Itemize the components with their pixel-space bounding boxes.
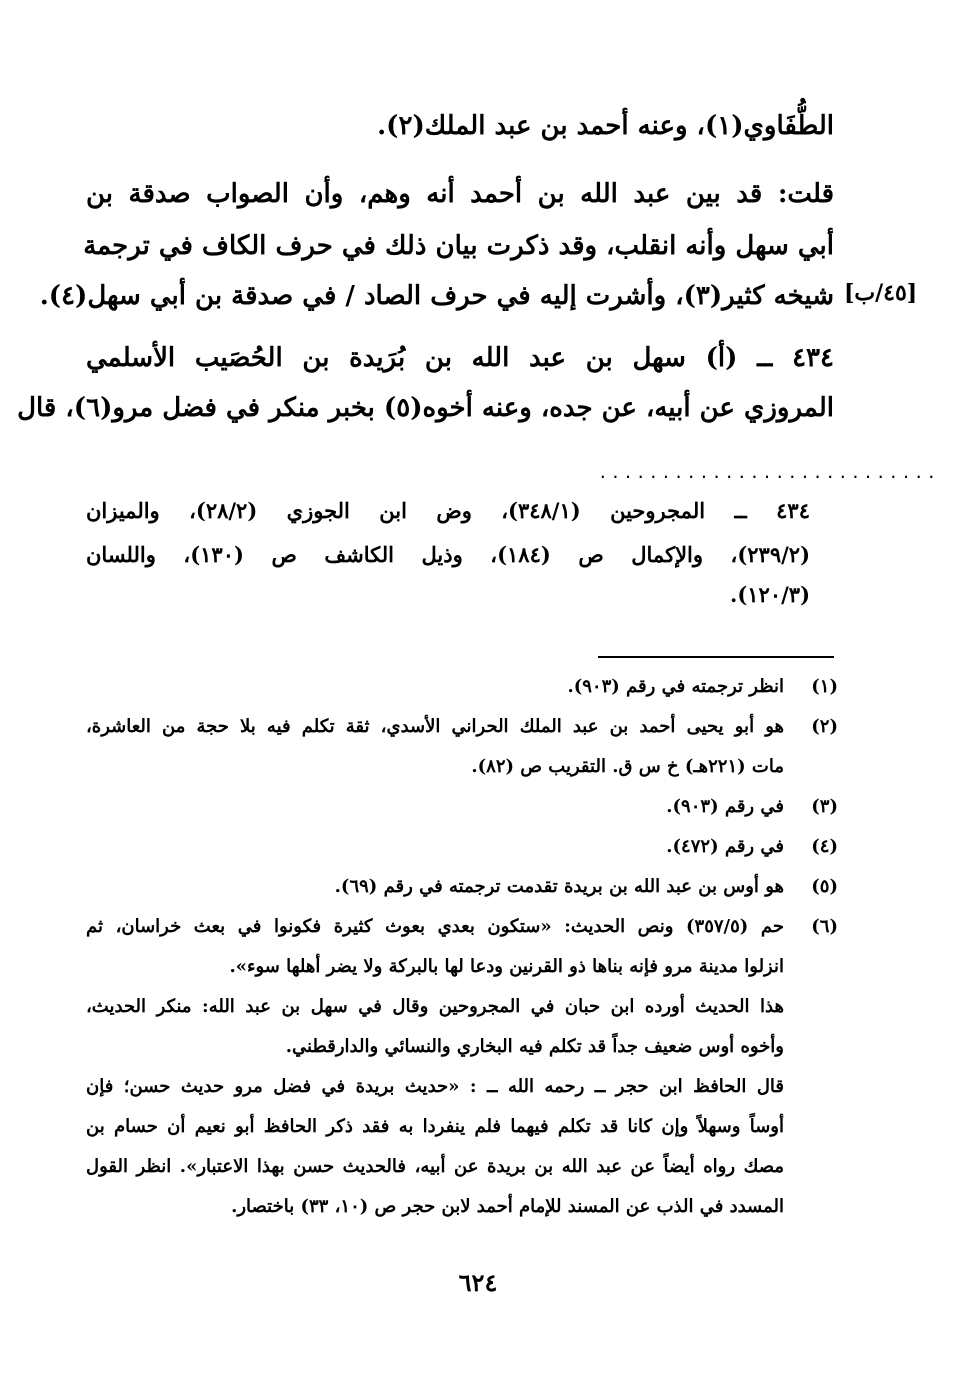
entry-heading-line: ٤٣٤ ــ (أ) سهل بن عبد الله بن بُرَيدة بن الحُصَيب الأسلمي xyxy=(86,343,834,373)
main-text-line-4: شيخه كثير(٣)، وأشرت إليه في حرف الصاد / في صدقة بن أبي سهل(٤). xyxy=(39,281,834,311)
footnote-line: أوساً وسهلاً وإن كانا قد تكلم فيهما فلم ينفردا به فقد ذكر الحافظ أبو نعيم أن حسام بن xyxy=(86,1116,784,1137)
footnote-line: حم (٣٥٧/٥) ونص الحديث: «ستكون بعدي بعوث كثيرة فكونوا في بعث خراسان، ثم xyxy=(86,916,785,937)
dotted-separator: ........................... xyxy=(598,463,940,482)
margin-folio-note: [٤٥/ب] xyxy=(844,280,918,306)
references-line-1: ٤٣٤ ــ المجروحين (٣٤٨/١)، وض ابن الجوزي (٢٨/٢)، والميزان xyxy=(86,498,810,523)
footnote-line: انزلوا مدينة مرو فإنه بناها ذو القرنين ودعا لها بالبركة ولا يضر أهلها سوء». xyxy=(229,956,784,977)
footnote-line: في رقم (٤٧٢). xyxy=(666,836,784,857)
footnote-number: (٤) xyxy=(811,836,838,857)
footnote-line: مات (٢٢١هـ) خ س ق. التقريب ص (٨٢). xyxy=(471,756,784,777)
footnote-line: وأخوه أوس ضعيف جداً قد تكلم فيه البخاري والنسائي والدارقطني. xyxy=(285,1036,784,1057)
main-text-line-6: المروزي عن أبيه، عن جده، وعنه أخوه(٥) بخبر منكر في فضل مرو(٦)، قال xyxy=(17,393,834,423)
main-text-line-2: قلت: قد بين عبد الله بن أحمد أنه وهم، وأن الصواب صدقة بن xyxy=(86,179,834,209)
footnote-line: هو أوس بن عبد الله بن بريدة تقدمت ترجمته في رقم (٦٩). xyxy=(334,876,784,897)
footnote-number: (٢) xyxy=(811,716,838,737)
page-number: ٦٢٤ xyxy=(458,1268,498,1297)
footnote-number: (٣) xyxy=(811,796,838,817)
footnote-line: هذا الحديث أورده ابن حبان في المجروحين وقال في سهل بن عبد الله: منكر الحديث، xyxy=(86,996,784,1017)
references-line-3: (١٢٠/٣). xyxy=(730,582,810,607)
footnote-line: قال الحافظ ابن حجر ــ رحمه الله ــ : «حديث بريدة في فضل مرو حديث حسن؛ فإن xyxy=(86,1076,784,1097)
main-text-line-1: الطُّفَاوي(١)، وعنه أحمد بن عبد الملك(٢). xyxy=(377,111,834,141)
footnote-line: انظر ترجمته في رقم (٩٠٣). xyxy=(567,676,784,697)
footnote-line: مصك رواه أيضاً عن عبد الله بن بريدة عن أبيه، فالحديث حسن بهذا الاعتبار». انظر القول xyxy=(86,1156,784,1177)
footnote-rule xyxy=(598,656,834,658)
footnote-line: في رقم (٩٠٣). xyxy=(666,796,784,817)
references-line-2: (٢٣٩/٢)، والإكمال ص (١٨٤)، وذيل الكاشف ص (١٣٠)، واللسان xyxy=(86,542,811,567)
footnote-number: (٥) xyxy=(811,876,838,897)
footnote-line: هو أبو يحيى أحمد بن عبد الملك الحراني الأسدي، ثقة تكلم فيه بلا حجة من العاشرة، xyxy=(86,716,784,737)
footnote-number: (١) xyxy=(811,676,838,697)
main-text-line-3: أبي سهل وأنه انقلب، وقد ذكرت بيان ذلك في حرف الكاف في ترجمة xyxy=(83,231,834,261)
footnote-number: (٦) xyxy=(811,916,838,937)
footnote-line: المسدد في الذب عن المسند للإمام أحمد لابن حجر ص (١٠، ٣٣) باختصار. xyxy=(231,1196,784,1217)
